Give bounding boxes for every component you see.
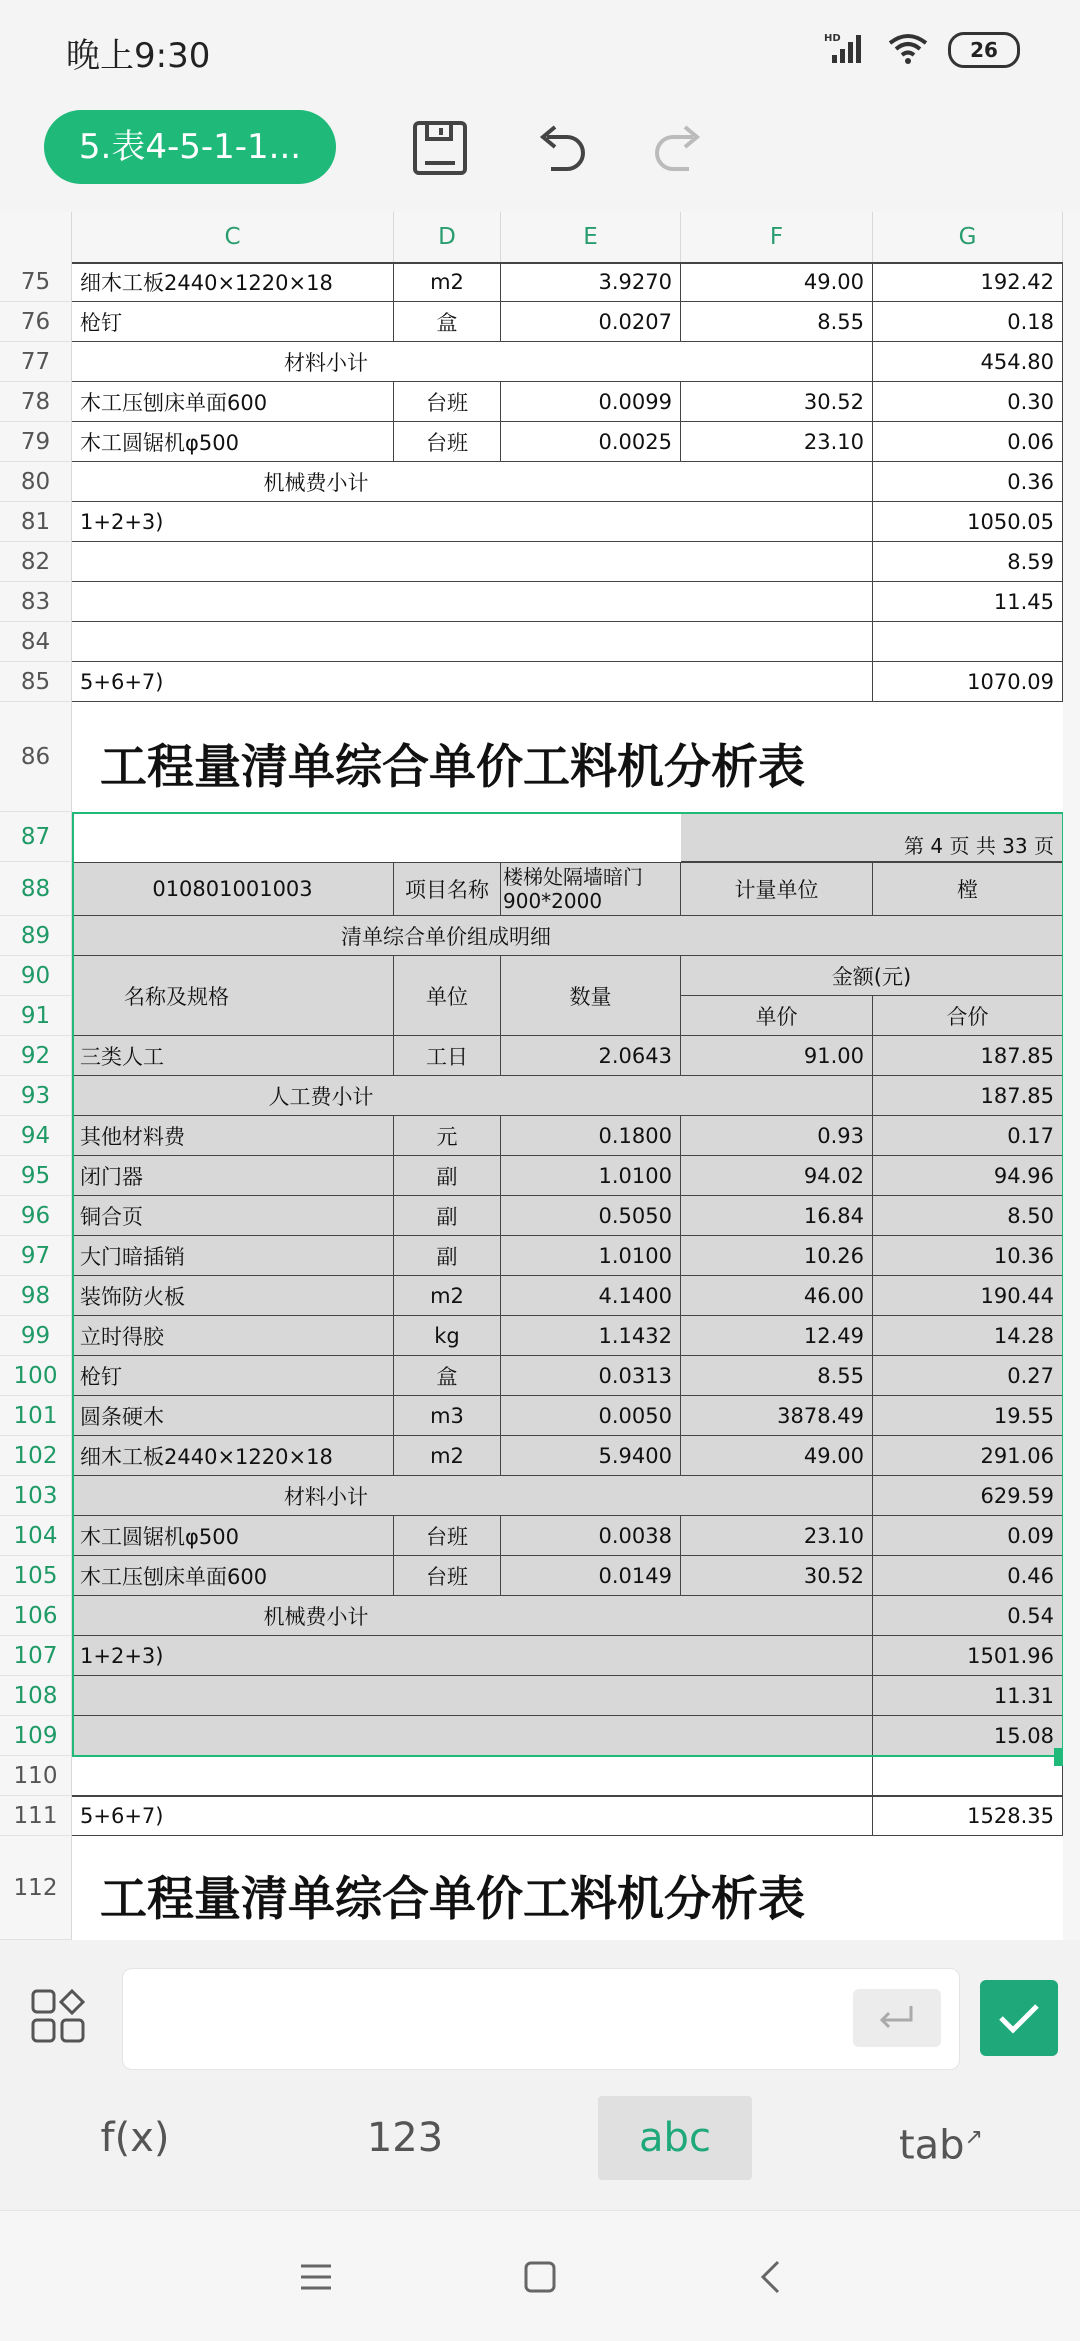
cell-g110[interactable] [873, 1756, 1063, 1796]
cell-e94[interactable]: 0.1800 [501, 1116, 681, 1156]
cell-c76[interactable]: 枪钉 [72, 302, 394, 342]
cell-g77[interactable]: 454.80 [873, 342, 1063, 382]
row-header[interactable]: 98 [0, 1276, 72, 1316]
cell-c104[interactable]: 木工圆锯机φ500 [72, 1516, 394, 1556]
cell-g84[interactable] [873, 622, 1063, 662]
file-name-tab[interactable]: 5.表4-5-1-1... [44, 110, 336, 184]
cell-g85[interactable]: 1070.09 [873, 662, 1063, 702]
cell-d79[interactable]: 台班 [394, 422, 501, 462]
cell-c78[interactable]: 木工压刨床单面600 [72, 382, 394, 422]
cell-g81[interactable]: 1050.05 [873, 502, 1063, 542]
cell-c87-merged[interactable] [72, 812, 681, 862]
undo-button[interactable] [528, 116, 592, 180]
cell-c85-merged[interactable]: 5+6+7) [72, 662, 873, 702]
row-header[interactable]: 83 [0, 582, 72, 622]
row-header[interactable]: 85 [0, 662, 72, 702]
cell-f79[interactable]: 23.10 [681, 422, 873, 462]
row-header[interactable]: 90 [0, 956, 72, 996]
cell-f105[interactable]: 30.52 [681, 1556, 873, 1596]
cell-c80-merged[interactable]: 机械费小计 [72, 462, 873, 502]
cell-g109[interactable]: 15.08 [873, 1716, 1063, 1756]
cell-e95[interactable]: 1.0100 [501, 1156, 681, 1196]
cell-c107-merged[interactable]: 1+2+3) [72, 1636, 873, 1676]
row-header[interactable]: 99 [0, 1316, 72, 1356]
hd-signal-icon [824, 31, 868, 69]
row-header[interactable]: 101 [0, 1396, 72, 1436]
cell-e78[interactable]: 0.0099 [501, 382, 681, 422]
cell-c84-merged[interactable] [72, 622, 873, 662]
nav-back-button[interactable] [740, 2247, 800, 2307]
cell-c77-merged[interactable]: 材料小计 [72, 342, 873, 382]
cell-g95[interactable]: 94.96 [873, 1156, 1063, 1196]
cell-d105[interactable]: 台班 [394, 1556, 501, 1596]
cell-amount-header[interactable]: 金额(元) [681, 956, 1063, 996]
cell-c102[interactable]: 细木工板2440×1220×18 [72, 1436, 394, 1476]
cell-g78[interactable]: 0.30 [873, 382, 1063, 422]
keyboard-mode-tabs [0, 2070, 1080, 2210]
row-header[interactable]: 110 [0, 1756, 72, 1796]
cell-g92[interactable]: 187.85 [873, 1036, 1063, 1076]
row-header[interactable]: 84 [0, 622, 72, 662]
cell-f96[interactable]: 16.84 [681, 1196, 873, 1236]
cell-c82-merged[interactable] [72, 542, 873, 582]
table-title-next[interactable]: 工程量清单综合单价工料机分析表 [100, 1872, 805, 1927]
confirm-button[interactable] [980, 1980, 1058, 2056]
tab-arrow-icon: ↗ [964, 2125, 984, 2150]
cell-g104[interactable]: 0.09 [873, 1516, 1063, 1556]
cell-g80[interactable]: 0.36 [873, 462, 1063, 502]
cell-e97[interactable]: 1.0100 [501, 1236, 681, 1276]
cell-c95[interactable]: 闭门器 [72, 1156, 394, 1196]
column-header-d[interactable]: D [394, 212, 501, 262]
cell-g97[interactable]: 10.36 [873, 1236, 1063, 1276]
cell-d100[interactable]: 盒 [394, 1356, 501, 1396]
cell-d98[interactable]: m2 [394, 1276, 501, 1316]
cell-unit-value[interactable]: 樘 [873, 862, 1063, 916]
row-header[interactable]: 82 [0, 542, 72, 582]
cell-g83[interactable]: 11.45 [873, 582, 1063, 622]
cell-g76[interactable]: 0.18 [873, 302, 1063, 342]
wifi-icon [886, 31, 930, 69]
cell-grid-toggle[interactable] [30, 1988, 86, 2044]
cell-d75[interactable]: m2 [394, 262, 501, 302]
row-header[interactable]: 92 [0, 1036, 72, 1076]
tab-function[interactable]: f(x) [100, 2115, 170, 2161]
cell-f78[interactable]: 30.52 [681, 382, 873, 422]
app-toolbar [0, 100, 1080, 212]
cell-g106[interactable]: 0.54 [873, 1596, 1063, 1636]
row-header[interactable]: 105 [0, 1556, 72, 1596]
cell-c109-merged[interactable] [72, 1716, 873, 1756]
redo-button[interactable] [648, 116, 712, 180]
enter-icon [877, 2004, 917, 2032]
row-header[interactable]: 91 [0, 996, 72, 1036]
status-bar [0, 0, 1080, 100]
row-header[interactable]: 104 [0, 1516, 72, 1556]
row-header[interactable]: 107 [0, 1636, 72, 1676]
row-header[interactable]: 86 [0, 702, 72, 812]
cell-qty-header[interactable]: 数量 [501, 956, 681, 1036]
cell-item-name-label[interactable]: 项目名称 [394, 862, 501, 916]
check-icon [997, 2001, 1041, 2035]
home-square-icon [523, 2260, 557, 2294]
cell-c106-merged[interactable]: 机械费小计 [72, 1596, 873, 1636]
row-header[interactable]: 108 [0, 1676, 72, 1716]
cell-c108-merged[interactable] [72, 1676, 873, 1716]
cell-unit-price-header[interactable]: 单价 [681, 996, 873, 1036]
cell-f97[interactable]: 10.26 [681, 1236, 873, 1276]
cell-c96[interactable]: 铜合页 [72, 1196, 394, 1236]
cell-c93-merged[interactable]: 人工费小计 [72, 1076, 873, 1116]
row-header[interactable]: 79 [0, 422, 72, 462]
row-header[interactable]: 103 [0, 1476, 72, 1516]
cell-f99[interactable]: 12.49 [681, 1316, 873, 1356]
cell-g96[interactable]: 8.50 [873, 1196, 1063, 1236]
cell-unit-label[interactable]: 计量单位 [681, 862, 873, 916]
cell-e76[interactable]: 0.0207 [501, 302, 681, 342]
column-header-e[interactable]: E [501, 212, 681, 262]
cell-d97[interactable]: 副 [394, 1236, 501, 1276]
cell-name-spec-header[interactable]: 名称及规格 [72, 956, 394, 1036]
cell-d94[interactable]: 元 [394, 1116, 501, 1156]
row-header[interactable]: 78 [0, 382, 72, 422]
cell-g101[interactable]: 19.55 [873, 1396, 1063, 1436]
row-header[interactable]: 95 [0, 1156, 72, 1196]
cell-d95[interactable]: 副 [394, 1156, 501, 1196]
row-header[interactable]: 96 [0, 1196, 72, 1236]
row-header[interactable]: 80 [0, 462, 72, 502]
cell-item-code[interactable]: 010801001003 [72, 862, 394, 916]
tab-key-label: tab [898, 2122, 965, 2169]
cell-c79[interactable]: 木工圆锯机φ500 [72, 422, 394, 462]
cell-d96[interactable]: 副 [394, 1196, 501, 1236]
spreadsheet-grid[interactable] [0, 212, 1080, 1940]
row-header[interactable]: 111 [0, 1796, 72, 1836]
cell-f101[interactable]: 3878.49 [681, 1396, 873, 1436]
status-icons [824, 28, 1020, 72]
enter-key-button[interactable] [853, 1989, 941, 2047]
column-header-bar [0, 212, 1080, 263]
cell-c105[interactable]: 木工压刨床单面600 [72, 1556, 394, 1596]
cell-f94[interactable]: 0.93 [681, 1116, 873, 1156]
tab-alpha[interactable]: abc [598, 2096, 752, 2180]
row-header[interactable]: 112 [0, 1836, 72, 1940]
row-header[interactable]: 87 [0, 812, 72, 862]
page-indicator-cell[interactable]: 第 4 页 共 33 页 [681, 812, 1063, 862]
svg-text:HD: HD [824, 33, 841, 44]
status-time: 晚上9:30 [66, 36, 211, 76]
cell-e102[interactable]: 5.9400 [501, 1436, 681, 1476]
cell-f98[interactable]: 46.00 [681, 1276, 873, 1316]
table-title[interactable]: 工程量清单综合单价工料机分析表 [100, 740, 805, 795]
row-header[interactable]: 109 [0, 1716, 72, 1756]
grid-right-edge [1063, 262, 1080, 1940]
cell-c83-merged[interactable] [72, 582, 873, 622]
cell-c110-merged[interactable] [72, 1756, 873, 1796]
cell-e79[interactable]: 0.0025 [501, 422, 681, 462]
cell-g99[interactable]: 14.28 [873, 1316, 1063, 1356]
menu-icon [299, 2263, 333, 2291]
cell-g93[interactable]: 187.85 [873, 1076, 1063, 1116]
cell-e100[interactable]: 0.0313 [501, 1356, 681, 1396]
row-header[interactable]: 76 [0, 302, 72, 342]
cell-d104[interactable]: 台班 [394, 1516, 501, 1556]
tab-tab-key[interactable] [866, 2096, 1016, 2180]
save-button[interactable] [408, 116, 472, 180]
row-header[interactable]: 94 [0, 1116, 72, 1156]
cell-c111-merged[interactable]: 5+6+7) [72, 1796, 873, 1836]
cell-c99[interactable]: 立时得胶 [72, 1316, 394, 1356]
cell-g105[interactable]: 0.46 [873, 1556, 1063, 1596]
cell-e101[interactable]: 0.0050 [501, 1396, 681, 1436]
select-all-corner[interactable] [0, 212, 72, 262]
cell-g103[interactable]: 629.59 [873, 1476, 1063, 1516]
cell-d78[interactable]: 台班 [394, 382, 501, 422]
cell-g94[interactable]: 0.17 [873, 1116, 1063, 1156]
cell-c75[interactable]: 细木工板2440×1220×18 [72, 262, 394, 302]
nav-menu-button[interactable] [286, 2247, 346, 2307]
battery-icon: 26 [948, 32, 1020, 68]
cell-e75[interactable]: 3.9270 [501, 262, 681, 302]
redo-icon [651, 119, 709, 177]
cell-c98[interactable]: 装饰防火板 [72, 1276, 394, 1316]
cell-d92[interactable]: 工日 [394, 1036, 501, 1076]
row-header[interactable]: 75 [0, 262, 72, 302]
cell-g100[interactable]: 0.27 [873, 1356, 1063, 1396]
nav-home-button[interactable] [510, 2247, 570, 2307]
cell-f100[interactable]: 8.55 [681, 1356, 873, 1396]
cell-f92[interactable]: 91.00 [681, 1036, 873, 1076]
cell-g75[interactable]: 192.42 [873, 262, 1063, 302]
cell-c92[interactable]: 三类人工 [72, 1036, 394, 1076]
cell-d76[interactable]: 盒 [394, 302, 501, 342]
cell-c97[interactable]: 大门暗插销 [72, 1236, 394, 1276]
cell-d101[interactable]: m3 [394, 1396, 501, 1436]
column-header-g[interactable]: G [873, 212, 1063, 262]
cell-g107[interactable]: 1501.96 [873, 1636, 1063, 1676]
cell-f95[interactable]: 94.02 [681, 1156, 873, 1196]
cell-e96[interactable]: 0.5050 [501, 1196, 681, 1236]
cell-f75[interactable]: 49.00 [681, 262, 873, 302]
cell-unit-header[interactable]: 单位 [394, 956, 501, 1036]
row-header[interactable]: 93 [0, 1076, 72, 1116]
formula-bar-area [0, 1940, 1080, 2070]
tab-numeric[interactable]: 123 [366, 2115, 444, 2161]
row-header[interactable]: 97 [0, 1236, 72, 1276]
cell-c100[interactable]: 枪钉 [72, 1356, 394, 1396]
cell-e105[interactable]: 0.0149 [501, 1556, 681, 1596]
save-icon [411, 119, 469, 177]
cell-d102[interactable]: m2 [394, 1436, 501, 1476]
cell-c81-merged[interactable]: 1+2+3) [72, 502, 873, 542]
row-header[interactable]: 102 [0, 1436, 72, 1476]
cell-e104[interactable]: 0.0038 [501, 1516, 681, 1556]
row-header[interactable]: 81 [0, 502, 72, 542]
cell-g98[interactable]: 190.44 [873, 1276, 1063, 1316]
column-header-c[interactable]: C [72, 212, 394, 262]
row-header[interactable]: 89 [0, 916, 72, 956]
cell-c101[interactable]: 圆条硬木 [72, 1396, 394, 1436]
cell-d99[interactable]: kg [394, 1316, 501, 1356]
cell-e99[interactable]: 1.1432 [501, 1316, 681, 1356]
cell-c94[interactable]: 其他材料费 [72, 1116, 394, 1156]
cell-total-header[interactable]: 合价 [873, 996, 1063, 1036]
system-nav-bar [0, 2210, 1080, 2341]
back-chevron-icon [758, 2259, 782, 2295]
row-header[interactable]: 77 [0, 342, 72, 382]
cell-g108[interactable]: 11.31 [873, 1676, 1063, 1716]
cell-f76[interactable]: 8.55 [681, 302, 873, 342]
cell-e98[interactable]: 4.1400 [501, 1276, 681, 1316]
cell-f104[interactable]: 23.10 [681, 1516, 873, 1556]
cell-g102[interactable]: 291.06 [873, 1436, 1063, 1476]
column-header-f[interactable]: F [681, 212, 873, 262]
cell-composition-header[interactable]: 清单综合单价组成明细 [72, 916, 1063, 956]
undo-icon [531, 119, 589, 177]
cell-g111[interactable]: 1528.35 [873, 1796, 1063, 1836]
row-header[interactable]: 100 [0, 1356, 72, 1396]
cell-g82[interactable]: 8.59 [873, 542, 1063, 582]
cell-item-name[interactable]: 楼梯处隔墙暗门900*2000 [501, 862, 681, 916]
row-header[interactable]: 88 [0, 862, 72, 916]
cell-f102[interactable]: 49.00 [681, 1436, 873, 1476]
row-header[interactable]: 106 [0, 1596, 72, 1636]
cell-c103-merged[interactable]: 材料小计 [72, 1476, 873, 1516]
cell-g79[interactable]: 0.06 [873, 422, 1063, 462]
cell-e92[interactable]: 2.0643 [501, 1036, 681, 1076]
formula-input[interactable] [122, 1968, 960, 2070]
grid-apps-icon [30, 1988, 86, 2044]
